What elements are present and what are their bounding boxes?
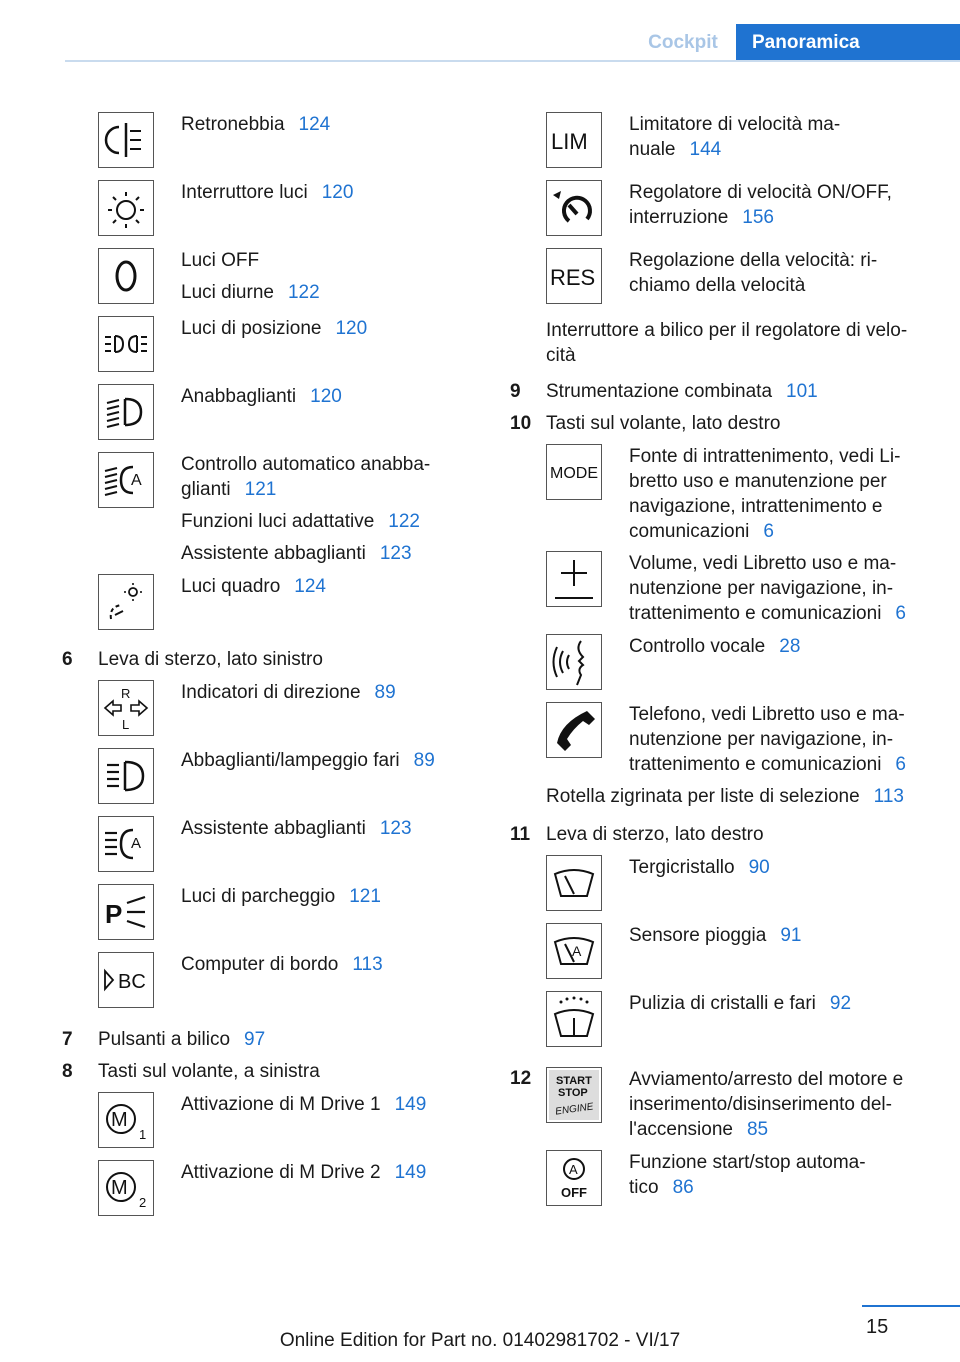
item-number: 12 [510, 1068, 532, 1089]
m-drive-1-icon [98, 1092, 154, 1148]
item-number: 6 [62, 649, 73, 670]
svg-text:M: M [111, 1109, 128, 1131]
page-ref[interactable]: 101 [786, 381, 818, 402]
roadside-parking-light-icon [98, 884, 154, 940]
auto-start-stop-off-icon [546, 1150, 602, 1206]
low-beam-icon [98, 384, 154, 440]
tab-panoramica[interactable]: Panoramica [736, 24, 960, 62]
turn-indicator-icon [98, 680, 154, 736]
page-ref[interactable]: 113 [352, 954, 383, 975]
page-ref[interactable]: 28 [779, 636, 801, 657]
page-ref[interactable]: 121 [244, 479, 277, 500]
section-heading: Strumentazione combinata 101 [546, 381, 818, 402]
thumbwheel-text: Rotella zigrinata per liste di selezione 113 [546, 786, 904, 807]
start-stop-engine-icon [546, 1067, 602, 1123]
svg-text:2: 2 [139, 1195, 147, 1210]
section-heading: Leva di sterzo, lato destro [546, 824, 764, 845]
svg-text:STOP: STOP [558, 1087, 588, 1099]
mode-icon [546, 444, 602, 500]
svg-text:P: P [105, 899, 123, 929]
svg-text:A: A [572, 943, 582, 959]
section-heading: Pulsanti a bilico 97 [98, 1029, 266, 1050]
page-ref[interactable]: 89 [413, 750, 435, 771]
svg-text:START: START [556, 1075, 592, 1087]
section-heading: Tasti sul volante, a sinistra [98, 1061, 320, 1082]
page-ref[interactable]: 123 [379, 818, 412, 839]
washer-icon [546, 991, 602, 1047]
page-ref[interactable]: 113 [873, 786, 904, 807]
onboard-computer-icon [98, 952, 154, 1008]
item-number: 8 [62, 1061, 73, 1082]
page-ref[interactable]: 97 [244, 1029, 266, 1050]
high-beam-icon [98, 748, 154, 804]
svg-text:L: L [122, 717, 130, 732]
resume-speed-icon [546, 248, 602, 304]
section-heading: Leva di sterzo, lato sinistro [98, 649, 323, 670]
page-ref[interactable]: 156 [742, 207, 774, 228]
svg-text:MODE: MODE [550, 465, 598, 482]
tab-cockpit[interactable]: Cockpit [648, 32, 718, 53]
svg-text:ENGINE: ENGINE [554, 1101, 595, 1118]
auto-low-beam-icon [98, 452, 154, 508]
page-ref[interactable]: 121 [349, 886, 381, 907]
page-ref[interactable]: 123 [379, 543, 412, 564]
page-ref[interactable]: 86 [672, 1177, 694, 1198]
section-heading: Tasti sul volante, lato destro [546, 413, 781, 434]
page-ref[interactable]: 6 [763, 521, 774, 542]
svg-text:1: 1 [139, 1127, 147, 1142]
light-switch-icon [98, 180, 154, 236]
cruise-control-icon [546, 180, 602, 236]
header-rule [65, 60, 960, 62]
svg-text:R: R [121, 686, 131, 701]
item-label: Retronebbia 124 [181, 114, 331, 135]
page-ref[interactable]: 122 [388, 511, 420, 532]
rocker-switch-text: Interruttore a bilico per il regolatore di velo-cità [546, 320, 908, 366]
svg-text:M: M [111, 1177, 128, 1199]
instrument-lighting-icon [98, 574, 154, 630]
page-ref[interactable]: 92 [829, 993, 852, 1014]
phone-icon [546, 702, 602, 758]
page-ref[interactable]: 89 [374, 682, 396, 703]
svg-text:A: A [131, 835, 142, 852]
rain-sensor-icon [546, 923, 602, 979]
page-ref[interactable]: 85 [746, 1119, 769, 1140]
page-ref[interactable]: 149 [394, 1094, 427, 1115]
svg-text:BC: BC [118, 971, 146, 993]
page-ref[interactable]: 124 [294, 576, 326, 597]
footer-rule [862, 1305, 960, 1307]
page-ref[interactable]: 120 [335, 318, 368, 339]
high-beam-assistant-icon [98, 816, 154, 872]
svg-text:OFF: OFF [561, 1185, 587, 1200]
edition-footer: Online Edition for Part no. 01402981702 - VI/17 [279, 1330, 681, 1351]
svg-text:A: A [569, 1162, 578, 1177]
svg-text:A: A [131, 472, 142, 489]
m-drive-2-icon [98, 1160, 154, 1216]
item-number: 9 [510, 381, 521, 402]
page-ref[interactable]: 91 [780, 925, 802, 946]
page-ref[interactable]: 120 [321, 182, 354, 203]
item-number: 11 [510, 824, 531, 845]
item-number: 7 [62, 1029, 73, 1050]
page-ref[interactable]: 6 [895, 754, 906, 775]
page-ref[interactable]: 120 [310, 386, 342, 407]
parking-lights-icon [98, 316, 154, 372]
svg-text:LIM: LIM [551, 129, 588, 154]
page-number: 15 [866, 1316, 889, 1338]
page-ref[interactable]: 144 [689, 139, 722, 160]
rear-fog-light-icon [98, 112, 154, 168]
page-ref[interactable]: 149 [394, 1162, 427, 1183]
page-ref[interactable]: 6 [895, 603, 906, 624]
wiper-icon [546, 855, 602, 911]
page-ref[interactable]: 90 [748, 857, 770, 878]
svg-text:RES: RES [550, 265, 596, 290]
volume-icon [546, 551, 602, 607]
voice-control-icon [546, 634, 602, 690]
page-ref[interactable]: 122 [287, 282, 320, 303]
speed-limiter-icon [546, 112, 602, 168]
item-number: 10 [510, 413, 532, 434]
lights-off-icon [98, 248, 154, 304]
page-ref[interactable]: 124 [298, 114, 331, 135]
